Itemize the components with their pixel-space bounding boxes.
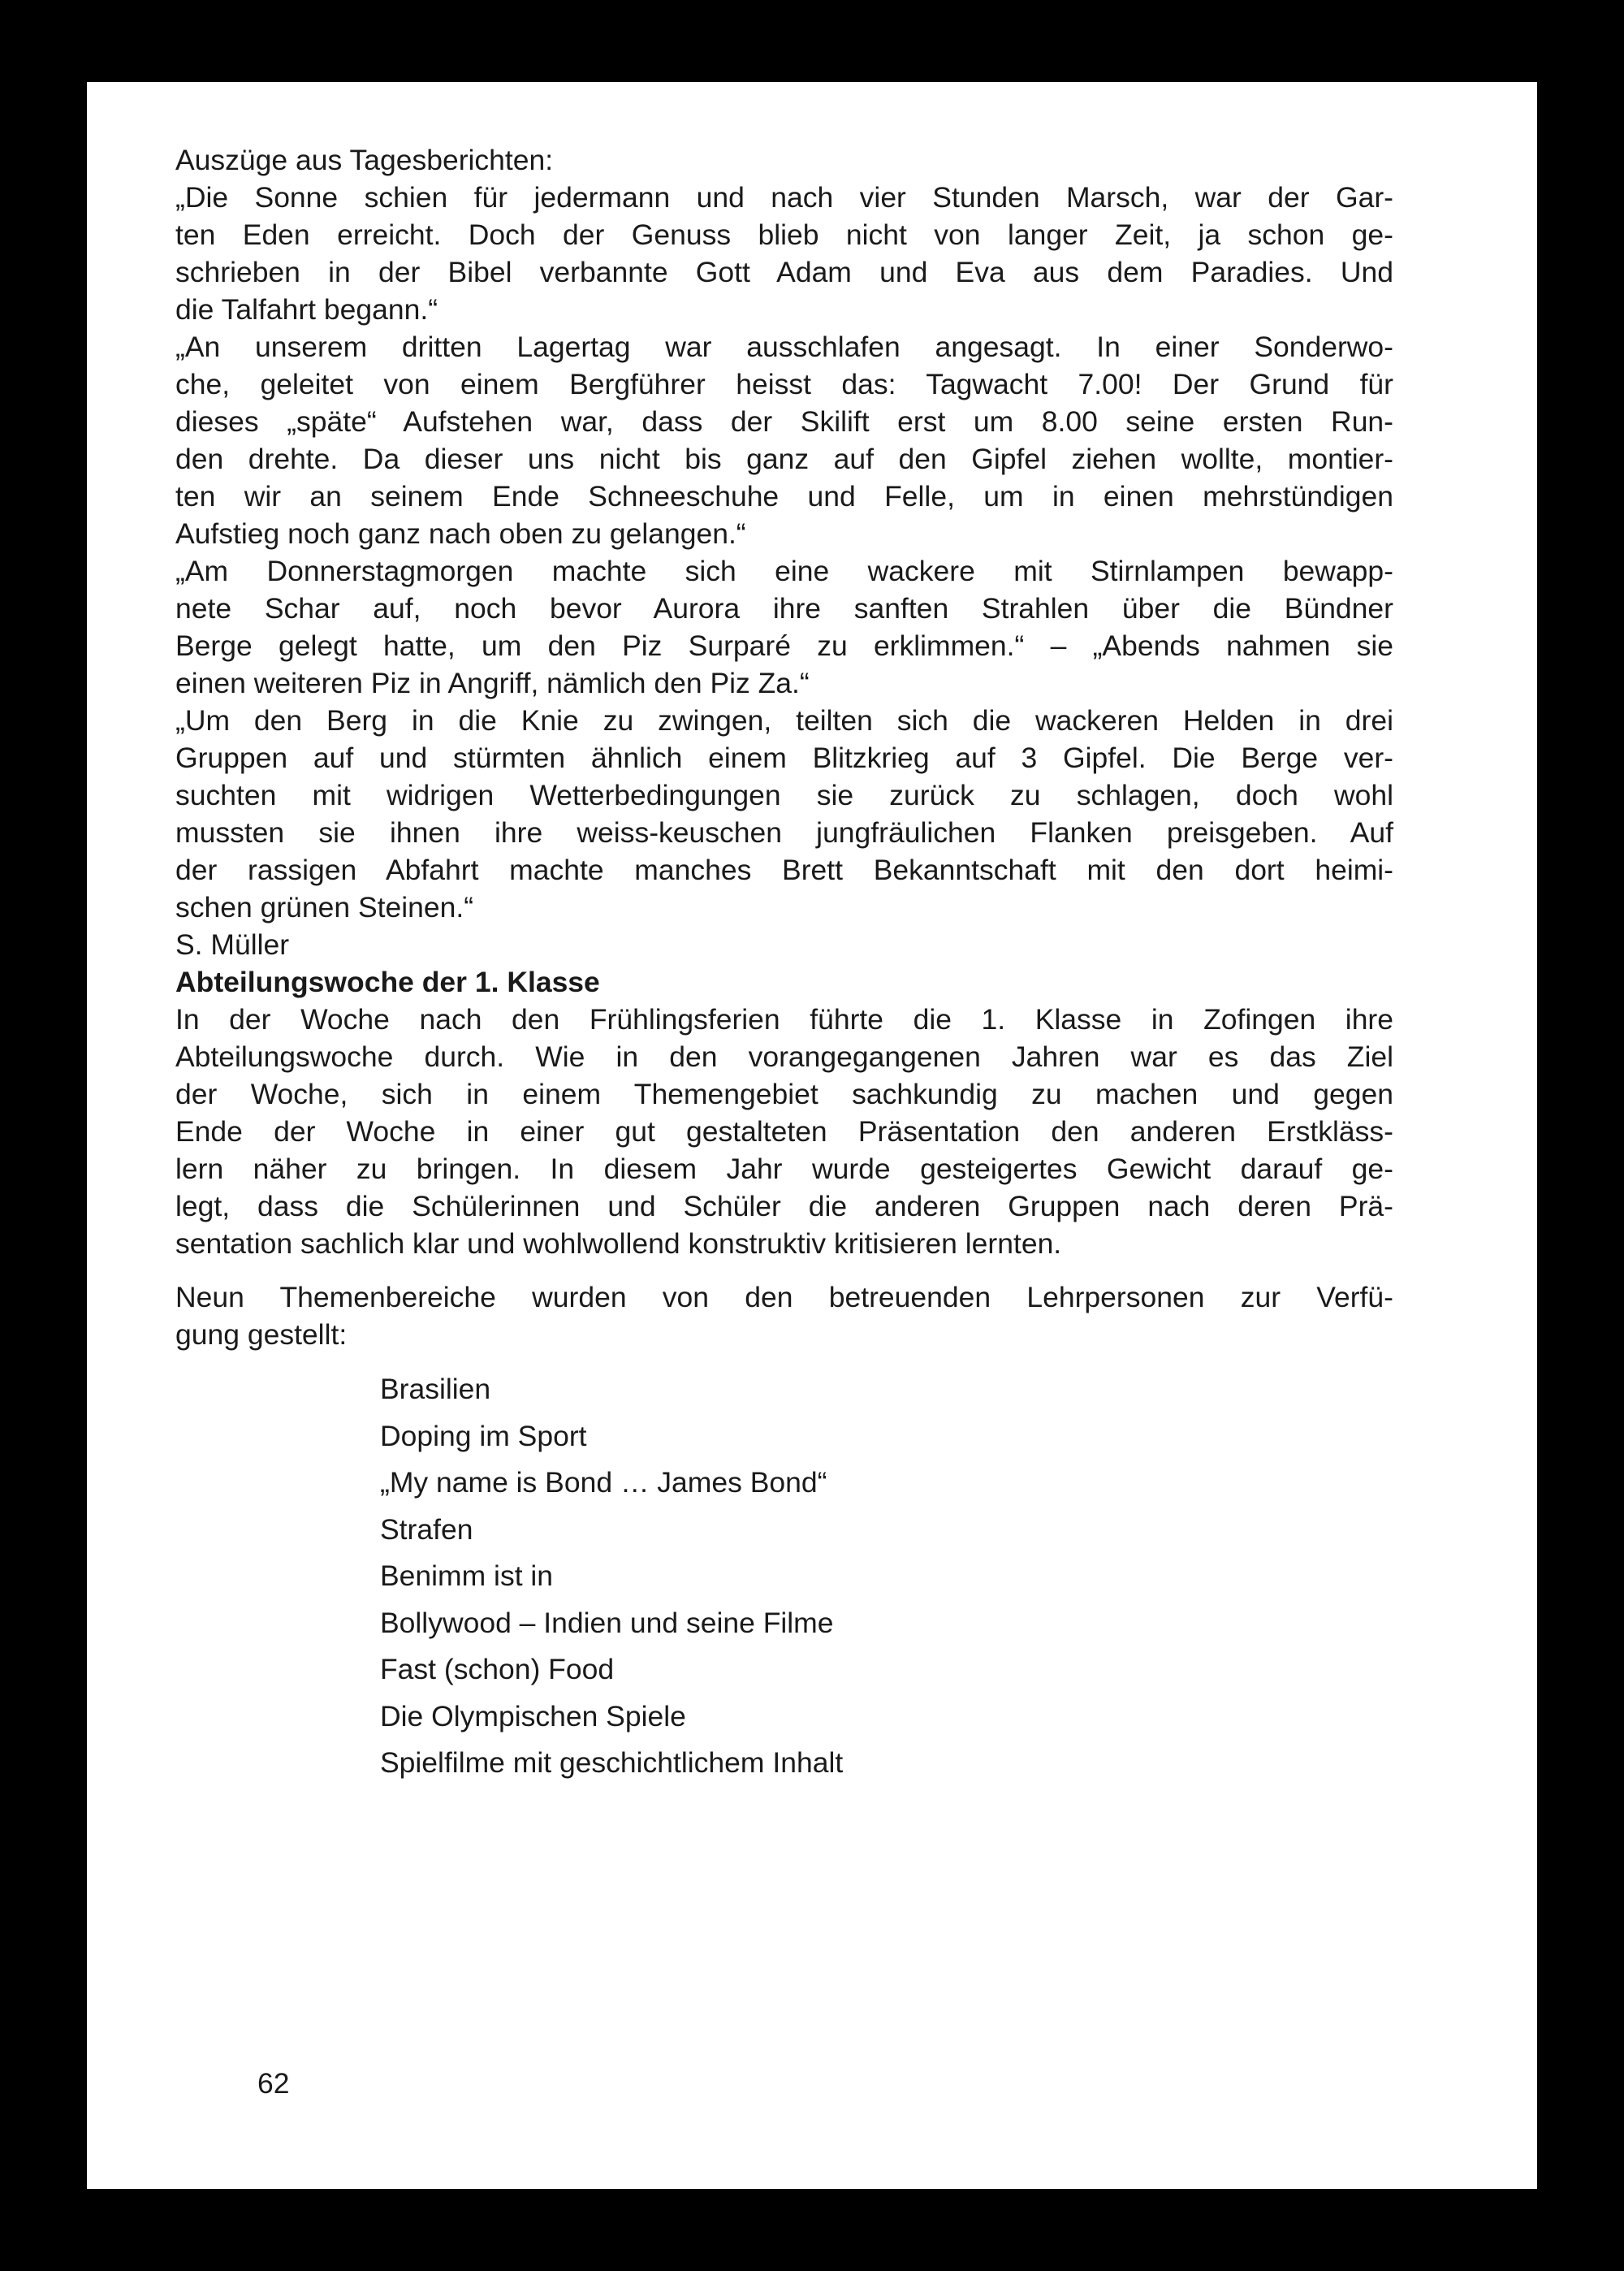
- text-line: Berge gelegt hatte, um den Piz Surparé zu erklimmen.“ – „Abends nahmen sie: [175, 629, 1393, 662]
- text-line: In der Woche nach den Frühlingsferien führte die 1. Klasse in Zofingen ihre: [175, 1003, 1393, 1036]
- text-line: Aufstieg noch ganz nach oben zu gelangen.“: [175, 517, 746, 550]
- intro-label: Auszüge aus Tagesberichten:: [175, 144, 554, 176]
- text-line: nete Schar auf, noch bevor Aurora ihre sanften Strahlen über die Bündner: [175, 592, 1393, 625]
- text-line: der Woche, sich in einem Themengebiet sachkundig zu machen und gegen: [175, 1078, 1393, 1110]
- text-line: Abteilungswoche durch. Wie in den vorangegangenen Jahren war es das Ziel: [175, 1040, 1393, 1073]
- text-line: schen grünen Steinen.“: [175, 891, 474, 924]
- text-line: den drehte. Da dieser uns nicht bis ganz auf den Gipfel ziehen wollte, montier-: [175, 443, 1393, 475]
- text-line: die Talfahrt begann.“: [175, 293, 438, 326]
- topic-item: Doping im Sport: [380, 1419, 587, 1452]
- section-paragraph-2: [175, 1278, 1393, 1353]
- topic-item: Bollywood – Indien und seine Filme: [380, 1606, 834, 1639]
- section-paragraph-1: [175, 1001, 1393, 1262]
- page-content: [175, 141, 1393, 1787]
- text-line: dieses „späte“ Aufstehen war, dass der Skilift erst um 8.00 seine ersten Run-: [175, 405, 1393, 438]
- author-signature: S. Müller: [175, 928, 290, 961]
- text-line: che, geleitet von einem Bergführer heisst das: Tagwacht 7.00! Der Grund für: [175, 368, 1393, 400]
- text-line: ten Eden erreicht. Doch der Genuss blieb nicht von langer Zeit, ja schon ge-: [175, 218, 1393, 251]
- topic-item: Die Olympischen Spiele: [380, 1699, 686, 1732]
- text-line: mussten sie ihnen ihre weiss-keuschen jungfräulichen Flanken preisgeben. Auf: [175, 816, 1393, 849]
- text-line: Ende der Woche in einer gut gestalteten Präsentation den anderen Erstkläss-: [175, 1115, 1393, 1148]
- text-line: „Am Donnerstagmorgen machte sich eine wackere mit Stirnlampen bewapp-: [175, 555, 1393, 587]
- topic-list: [380, 1366, 1393, 1787]
- text-line: „An unserem dritten Lagertag war ausschlafen angesagt. In einer Sonderwo-: [175, 331, 1393, 363]
- text-line: Gruppen auf und stürmten ähnlich einem Blitzkrieg auf 3 Gipfel. Die Berge ver-: [175, 742, 1393, 774]
- excerpt-4: [175, 702, 1393, 926]
- topic-item: Spielfilme mit geschichtlichem Inhalt: [380, 1746, 844, 1779]
- text-line: einen weiteren Piz in Angriff, nämlich den Piz Za.“: [175, 667, 810, 699]
- topic-item: Benimm ist in: [380, 1559, 554, 1592]
- text-line: suchten mit widrigen Wetterbedingungen sie zurück zu schlagen, doch wohl: [175, 779, 1393, 811]
- text-line: schrieben in der Bibel verbannte Gott Adam und Eva aus dem Paradies. Und: [175, 256, 1393, 288]
- topic-item: „My name is Bond … James Bond“: [380, 1466, 827, 1499]
- excerpt-2: [175, 328, 1393, 552]
- text-line: Neun Themenbereiche wurden von den betreuenden Lehrpersonen zur Verfü-: [175, 1281, 1393, 1313]
- text-line: sentation sachlich klar und wohlwollend konstruktiv kritisieren lernten.: [175, 1227, 1062, 1260]
- text-line: ten wir an seinem Ende Schneeschuhe und Felle, um in einen mehrstündigen: [175, 480, 1393, 513]
- text-line: „Um den Berg in die Knie zu zwingen, teilten sich die wackeren Helden in drei: [175, 704, 1393, 737]
- text-line: gung gestellt:: [175, 1318, 348, 1351]
- topic-item: Fast (schon) Food: [380, 1653, 615, 1685]
- topic-item: Strafen: [380, 1512, 473, 1546]
- section-heading: Abteilungswoche der 1. Klasse: [175, 966, 600, 998]
- page-number: 62: [257, 2067, 290, 2100]
- excerpt-1: [175, 179, 1393, 328]
- excerpt-3: [175, 552, 1393, 702]
- text-line: lern näher zu bringen. In diesem Jahr wurde gesteigertes Gewicht darauf ge-: [175, 1153, 1393, 1185]
- text-line: der rassigen Abfahrt machte manches Brett Bekanntschaft mit den dort heimi-: [175, 854, 1393, 886]
- text-line: legt, dass die Schülerinnen und Schüler die anderen Gruppen nach deren Prä-: [175, 1190, 1393, 1222]
- topic-item: Brasilien: [380, 1373, 491, 1405]
- text-line: „Die Sonne schien für jedermann und nach vier Stunden Marsch, war der Gar-: [175, 181, 1393, 214]
